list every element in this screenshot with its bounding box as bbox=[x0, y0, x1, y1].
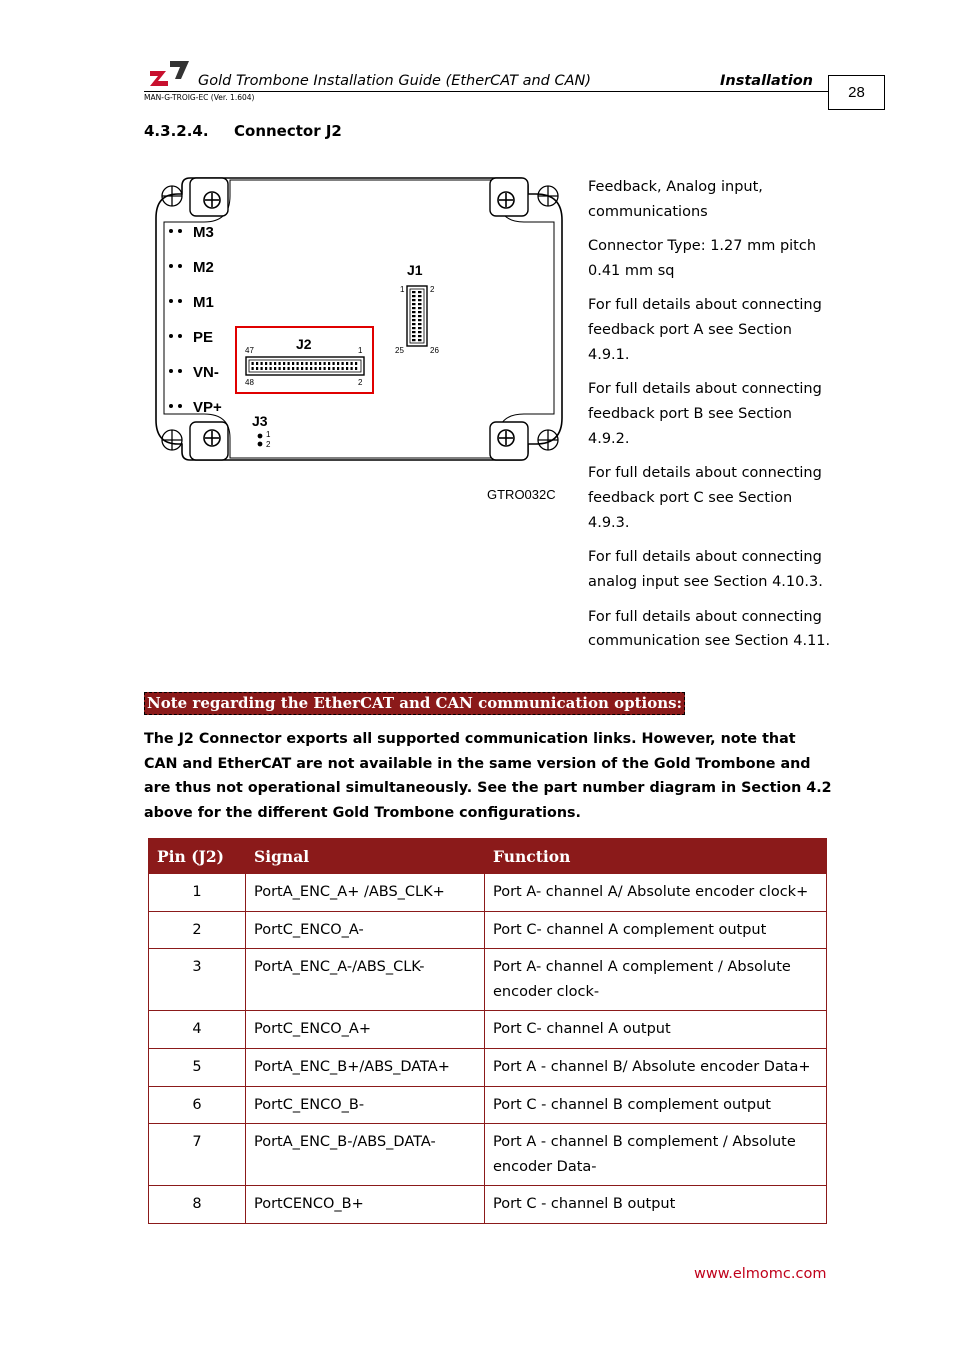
j2-pin bbox=[252, 362, 254, 365]
j1-pin25-label: 25 bbox=[395, 346, 404, 355]
j2-pin bbox=[256, 362, 258, 365]
pin-cell: 3 bbox=[149, 949, 246, 1011]
table-row bbox=[149, 1086, 827, 1124]
j2-pin bbox=[333, 367, 335, 370]
j1-pin bbox=[418, 335, 422, 337]
j2-pin bbox=[274, 362, 276, 365]
j1-pin1-label: 1 bbox=[400, 285, 405, 294]
j3-pin2-label: 2 bbox=[266, 440, 271, 449]
j2-pin bbox=[297, 367, 299, 370]
board-diagram bbox=[150, 174, 570, 466]
j1-pin bbox=[418, 299, 422, 301]
j2-pin bbox=[288, 367, 290, 370]
note-body: The J2 Connector exports all supported communication links. However, note that CAN and EtherCAT are not available in the same version of the Gold Trombone and are thus not operational simultaneously. See the part number diagram in Section 4.2 above for the different Gold Trombone configurations. bbox=[144, 731, 832, 821]
j1-pin bbox=[412, 315, 416, 317]
pin-cell: 7 bbox=[149, 1124, 246, 1186]
chapter-name: Installation bbox=[720, 73, 813, 89]
j2-pin bbox=[315, 362, 317, 365]
j2-pin bbox=[346, 367, 348, 370]
j3-pin1-label: 1 bbox=[266, 430, 271, 439]
pin-cell: 6 bbox=[149, 1086, 246, 1124]
signal-cell: PortCENCO_B+ bbox=[246, 1186, 485, 1224]
j2-pin48-label: 48 bbox=[245, 378, 254, 387]
j1-pin bbox=[412, 299, 416, 301]
j1-pin bbox=[418, 339, 422, 341]
signal-cell: PortA_ENC_A+ /ABS_CLK+ bbox=[246, 874, 485, 912]
column-header: Signal bbox=[246, 839, 485, 874]
j2-pin bbox=[279, 362, 281, 365]
j1-pin bbox=[418, 315, 422, 317]
j1-pin bbox=[412, 335, 416, 337]
j1-pin2-label: 2 bbox=[430, 285, 435, 294]
j2-pin bbox=[319, 367, 321, 370]
description-paragraph: For full details about connecting analog input see Section 4.10.3. bbox=[588, 549, 823, 591]
j1-pin bbox=[418, 303, 422, 305]
pin-cell: 2 bbox=[149, 911, 246, 949]
pin-cell: 4 bbox=[149, 1011, 246, 1049]
j1-pin bbox=[412, 311, 416, 313]
terminal-label-pe: PE bbox=[193, 329, 214, 346]
function-cell: Port C - channel B complement output bbox=[485, 1086, 827, 1124]
function-cell: Port C- channel A output bbox=[485, 1011, 827, 1049]
terminal-label-vp: VP+ bbox=[193, 399, 222, 416]
table-row bbox=[149, 1124, 827, 1186]
description-paragraph: For full details about connecting feedback port B see Section 4.9.2. bbox=[588, 381, 822, 447]
j1-pin bbox=[418, 311, 422, 313]
signal-cell: PortA_ENC_B-/ABS_DATA- bbox=[246, 1124, 485, 1186]
j2-pin bbox=[306, 362, 308, 365]
pin-table bbox=[148, 838, 827, 1224]
j2-pin bbox=[283, 367, 285, 370]
j2-pin bbox=[324, 367, 326, 370]
j1-pin bbox=[412, 303, 416, 305]
j2-pin47-label: 47 bbox=[245, 346, 254, 355]
j2-pin bbox=[292, 362, 294, 365]
function-cell: Port A - channel B/ Absolute encoder Data+ bbox=[485, 1048, 827, 1086]
note-title: Note regarding the EtherCAT and CAN communication options: bbox=[144, 692, 685, 715]
j2-pin bbox=[270, 362, 272, 365]
j2-pin bbox=[283, 362, 285, 365]
j1-pin bbox=[412, 339, 416, 341]
table-row bbox=[149, 1011, 827, 1049]
table-header-row bbox=[149, 839, 827, 874]
j1-pin bbox=[418, 323, 422, 325]
j2-pin bbox=[337, 367, 339, 370]
j1-pin bbox=[418, 307, 422, 309]
j2-pin bbox=[256, 367, 258, 370]
j2-pin bbox=[337, 362, 339, 365]
column-header: Function bbox=[485, 839, 827, 874]
j2-pin bbox=[279, 367, 281, 370]
j1-pin bbox=[418, 291, 422, 293]
j2-pin1-label: 1 bbox=[358, 346, 363, 355]
table-row bbox=[149, 1186, 827, 1224]
document-title: Gold Trombone Installation Guide (EtherCAT and CAN) bbox=[198, 73, 592, 89]
j1-pin26-label: 26 bbox=[430, 346, 439, 355]
j2-pin bbox=[315, 367, 317, 370]
j2-pin bbox=[297, 362, 299, 365]
function-cell: Port C - channel B output bbox=[485, 1186, 827, 1224]
figure-caption: GTRO032C bbox=[487, 487, 556, 502]
j2-pin bbox=[355, 362, 357, 365]
j1-pin bbox=[418, 319, 422, 321]
header-divider bbox=[144, 91, 828, 92]
terminal-label-m2: M2 bbox=[193, 259, 214, 276]
j1-pin bbox=[412, 331, 416, 333]
j2-pin bbox=[351, 362, 353, 365]
j2-pin bbox=[328, 367, 330, 370]
j2-pin bbox=[261, 362, 263, 365]
j2-pin bbox=[351, 367, 353, 370]
description-paragraph: For full details about connecting feedback port C see Section 4.9.3. bbox=[588, 465, 822, 531]
signal-cell: PortC_ENCO_A- bbox=[246, 911, 485, 949]
function-cell: Port A - channel B complement / Absolute encoder Data- bbox=[485, 1124, 827, 1186]
elmo-logo-icon bbox=[148, 59, 190, 87]
section-number: 4.3.2.4. bbox=[144, 122, 209, 140]
j2-pin bbox=[252, 367, 254, 370]
j2-pin bbox=[333, 362, 335, 365]
j2-pin bbox=[328, 362, 330, 365]
j2-pin bbox=[274, 367, 276, 370]
signal-cell: PortC_ENCO_B- bbox=[246, 1086, 485, 1124]
j2-pin bbox=[265, 362, 267, 365]
j2-pin bbox=[292, 367, 294, 370]
description-paragraph: Feedback, Analog input, communications bbox=[588, 179, 763, 220]
description-paragraph: For full details about connecting feedback port A see Section 4.9.1. bbox=[588, 297, 822, 363]
description-paragraph: For full details about connecting communication see Section 4.11. bbox=[588, 608, 831, 650]
section-heading bbox=[144, 122, 342, 140]
document-version: MAN-G-TROIG-EC (Ver. 1.604) bbox=[144, 93, 255, 102]
j2-pin bbox=[288, 362, 290, 365]
table-row bbox=[149, 911, 827, 949]
section-title: Connector J2 bbox=[234, 122, 342, 140]
terminal-label-m1: M1 bbox=[193, 294, 214, 311]
connector-description bbox=[588, 175, 838, 664]
table-row bbox=[149, 874, 827, 912]
j2-pin bbox=[301, 362, 303, 365]
table-row bbox=[149, 949, 827, 1011]
function-cell: Port C- channel A complement output bbox=[485, 911, 827, 949]
j1-pin bbox=[412, 323, 416, 325]
j1-label: J1 bbox=[407, 262, 423, 278]
j1-pin bbox=[418, 327, 422, 329]
j1-pin bbox=[412, 291, 416, 293]
table-row bbox=[149, 1048, 827, 1086]
signal-cell: PortA_ENC_B+/ABS_DATA+ bbox=[246, 1048, 485, 1086]
terminal-label-m3: M3 bbox=[193, 224, 214, 241]
j2-pin bbox=[261, 367, 263, 370]
page-number: 28 bbox=[828, 75, 885, 110]
j1-pin bbox=[418, 295, 422, 297]
website-link[interactable]: www.elmomc.com bbox=[694, 1266, 827, 1282]
j1-pin bbox=[412, 319, 416, 321]
j1-pin bbox=[412, 327, 416, 329]
function-cell: Port A- channel A/ Absolute encoder clock+ bbox=[485, 874, 827, 912]
pin-cell: 1 bbox=[149, 874, 246, 912]
signal-cell: PortC_ENCO_A+ bbox=[246, 1011, 485, 1049]
j2-pin bbox=[310, 362, 312, 365]
terminal-label-vn: VN- bbox=[193, 364, 219, 381]
j2-pin2-label: 2 bbox=[358, 378, 363, 387]
description-paragraph: Connector Type: 1.27 mm pitch 0.41 mm sq bbox=[588, 238, 817, 279]
j2-pin bbox=[355, 367, 357, 370]
signal-cell: PortA_ENC_A-/ABS_CLK- bbox=[246, 949, 485, 1011]
function-cell: Port A- channel A complement / Absolute encoder clock- bbox=[485, 949, 827, 1011]
j1-pin bbox=[412, 295, 416, 297]
j1-pin bbox=[418, 331, 422, 333]
j2-pin bbox=[346, 362, 348, 365]
j2-pin bbox=[270, 367, 272, 370]
j2-pin bbox=[310, 367, 312, 370]
pin-cell: 5 bbox=[149, 1048, 246, 1086]
j3-label: J3 bbox=[252, 413, 268, 429]
j1-pin bbox=[412, 307, 416, 309]
j2-pin bbox=[324, 362, 326, 365]
j2-pin bbox=[265, 367, 267, 370]
j2-pin bbox=[301, 367, 303, 370]
j2-pin bbox=[342, 362, 344, 365]
j2-pin bbox=[342, 367, 344, 370]
pin-cell: 8 bbox=[149, 1186, 246, 1224]
column-header: Pin (J2) bbox=[149, 839, 246, 874]
j2-pin bbox=[306, 367, 308, 370]
j2-label: J2 bbox=[296, 336, 312, 352]
j2-pin bbox=[319, 362, 321, 365]
